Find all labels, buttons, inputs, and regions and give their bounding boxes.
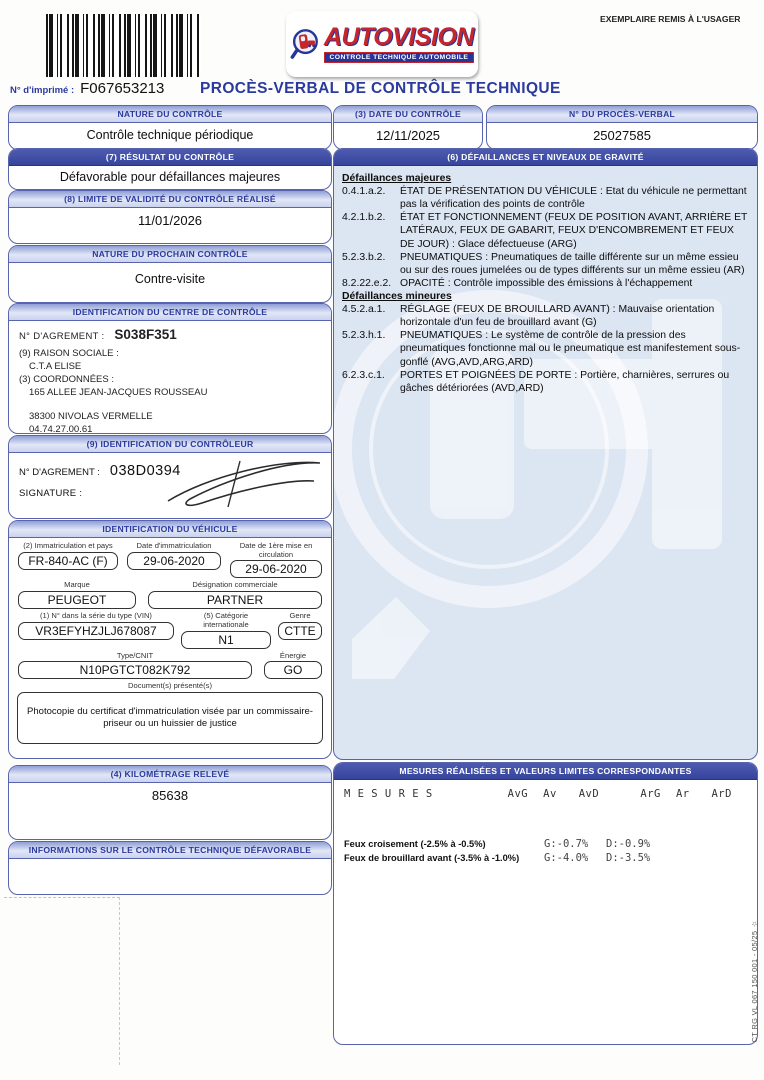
section-prochain-controle bbox=[8, 245, 332, 303]
immat-field: FR-840-AC (F) bbox=[18, 552, 118, 570]
centre-address-spacer bbox=[19, 399, 321, 411]
section-limite-validite bbox=[8, 190, 332, 244]
section-vehicule bbox=[8, 520, 332, 759]
section-header: (8) LIMITE DE VALIDITÉ DU CONTRÔLE RÉALISÉ bbox=[9, 191, 331, 208]
genre-label: Genre bbox=[289, 611, 311, 621]
section-mesures bbox=[333, 762, 758, 1045]
controleur-agrement-value: 038D0394 bbox=[109, 463, 181, 479]
col-ar: Ar bbox=[675, 788, 690, 800]
defaillance-code: 8.2.22.e.2. bbox=[342, 277, 392, 289]
date-immat-label: Date d'immatriculation bbox=[136, 541, 212, 550]
defaillance-text: PNEUMATIQUES : Le système de contrôle de la pression des pneumatiques fonctionne mal ou le pneumatique est manifestement sous-gonflé (AVG,AVD,ARG,ARD) bbox=[400, 330, 741, 368]
defaillances-list bbox=[334, 166, 757, 401]
mesure-gauche: G:-4.0% bbox=[544, 852, 589, 864]
section-header: IDENTIFICATION DU CENTRE DE CONTRÔLE bbox=[9, 304, 331, 321]
mesures-spacer bbox=[344, 800, 747, 836]
immat-label: (2) Immatriculation et pays bbox=[23, 541, 113, 550]
vin-field: VR3EFYHZJLJ678087 bbox=[18, 622, 174, 640]
energie-field: GO bbox=[264, 661, 322, 679]
proces-verbal-value: 25027585 bbox=[593, 128, 651, 143]
limite-validite-value: 11/01/2026 bbox=[137, 213, 203, 228]
signature-label: SIGNATURE : bbox=[19, 488, 83, 499]
mesure-label: Feux croisement bbox=[344, 839, 418, 849]
centre-agrement-label: N° D'AGREMENT : bbox=[19, 331, 105, 342]
controleur-signature bbox=[162, 451, 327, 513]
section-header: NATURE DU PROCHAIN CONTRÔLE bbox=[9, 246, 331, 263]
section-header: INFORMATIONS SUR LE CONTRÔLE TECHNIQUE DÉFAVORABLE bbox=[9, 842, 331, 859]
section-informations-defavorable bbox=[8, 841, 332, 895]
section-centre-controle bbox=[8, 303, 332, 434]
section-header: (9) IDENTIFICATION DU CONTRÔLEUR bbox=[9, 436, 331, 453]
defaillance-item bbox=[342, 329, 749, 368]
mesure-label: Feux de brouillard avant bbox=[344, 853, 452, 863]
defaillance-text: PNEUMATIQUES : Pneumatiques de taille différente sur un même essieu ou sur des roues jumelées ou de types différents sur un même essieu (AR) bbox=[400, 251, 745, 276]
mesure-droite: D:-3.5% bbox=[606, 852, 651, 864]
defaillance-code: 0.4.1.a.2. bbox=[342, 186, 386, 198]
defaillances-mineures-title: Défaillances mineures bbox=[342, 290, 452, 302]
section-kilometrage bbox=[8, 765, 332, 840]
vin-label: (1) N° dans la série du type (VIN) bbox=[40, 611, 152, 621]
defaillance-code: 5.2.3.h.1. bbox=[342, 330, 386, 342]
resultat-value: Défavorable pour défaillances majeures bbox=[59, 170, 281, 184]
section-controleur bbox=[8, 435, 332, 519]
section-header: MESURES RÉALISÉES ET VALEURS LIMITES CORRESPONDANTES bbox=[334, 763, 757, 780]
coordonnees-label: (3) COORDONNÉES : bbox=[19, 373, 115, 385]
date-circulation-label: Date de 1ère mise en circulation bbox=[239, 541, 313, 559]
mesure-limits: (-2.5% à -0.5%) bbox=[420, 839, 486, 849]
section-header: IDENTIFICATION DU VÉHICULE bbox=[9, 521, 331, 538]
type-cnit-label: Type/CNIT bbox=[116, 650, 154, 660]
fold-mark-horizontal bbox=[4, 897, 120, 898]
section-header: (3) DATE DU CONTRÔLE bbox=[334, 106, 482, 123]
page-title: PROCÈS-VERBAL DE CONTRÔLE TECHNIQUE bbox=[200, 80, 561, 97]
marque-label: Marque bbox=[64, 580, 90, 590]
designation-field: PARTNER bbox=[148, 591, 322, 609]
imprint-label: N° d'imprimé : bbox=[10, 85, 75, 96]
defaillance-text: ÉTAT DE PRÉSENTATION DU VÉHICULE : Etat du véhicule ne permettant pas la vérification des points de contrôle bbox=[400, 186, 747, 211]
col-ard: ArD bbox=[711, 788, 732, 800]
genre-field: CTTE bbox=[278, 622, 322, 640]
defaillance-item bbox=[342, 303, 749, 329]
columns-gap bbox=[614, 788, 640, 800]
defaillance-code: 4.2.1.b.2. bbox=[342, 212, 386, 224]
section-proces-verbal bbox=[486, 105, 758, 150]
autovision-logo bbox=[286, 11, 478, 77]
kilometrage-value: 85638 bbox=[151, 788, 189, 803]
mesure-row bbox=[344, 852, 747, 864]
section-nature-controle bbox=[8, 105, 332, 150]
defaillance-item bbox=[342, 251, 749, 277]
fold-mark-vertical bbox=[119, 897, 120, 1065]
section-header: (7) RÉSULTAT DU CONTRÔLE bbox=[9, 149, 331, 166]
logo-tagline: CONTROLE TECHNIQUE AUTOMOBILE bbox=[324, 52, 474, 63]
date-circulation-field: 29-06-2020 bbox=[230, 560, 322, 578]
section-date-controle bbox=[333, 105, 483, 150]
col-avg: AvG bbox=[507, 788, 529, 800]
col-arg: ArG bbox=[640, 788, 661, 800]
section-header: NATURE DU CONTRÔLE bbox=[9, 106, 331, 123]
date-immat-field: 29-06-2020 bbox=[127, 552, 221, 570]
mesure-gauche: G:-0.7% bbox=[544, 838, 589, 850]
defaillance-text: OPACITÉ : Contrôle impossible des émissions à l'échappement bbox=[400, 277, 693, 289]
defaillance-text: ÉTAT ET FONCTIONNEMENT (FEUX DE POSITION AVANT, ARRIÈRE ET LATÉRAUX, FEUX DE GABARIT, FEUX D'ENCOMBREMENT ET FEUX DE JOUR) : Glace défectueuse (ARG) bbox=[400, 212, 748, 250]
section-header: N° DU PROCÈS-VERBAL bbox=[487, 106, 757, 123]
col-avd: AvD bbox=[578, 788, 600, 800]
imprint-value: F067653213 bbox=[80, 80, 165, 97]
defaillance-code: 5.2.3.b.2. bbox=[342, 251, 386, 263]
section-defaillances bbox=[333, 148, 758, 760]
centre-agrement-value: S038F351 bbox=[114, 327, 177, 342]
documents-label: Document(s) présenté(s) bbox=[128, 681, 212, 691]
form-reference: CT RG VL 067 150 001 - 05/25 ☆ bbox=[750, 918, 759, 1042]
marque-field: PEUGEOT bbox=[18, 591, 136, 609]
defaillances-majeures-title: Défaillances majeures bbox=[342, 173, 452, 184]
energie-label: Énergie bbox=[279, 650, 307, 660]
defaillance-item bbox=[342, 369, 749, 395]
type-cnit-field: N10PGTCT082K792 bbox=[18, 661, 252, 679]
defaillance-item bbox=[342, 211, 749, 250]
defaillance-item bbox=[342, 185, 749, 211]
mesures-columns-header bbox=[344, 788, 747, 800]
section-header: (6) DÉFAILLANCES ET NIVEAUX DE GRAVITÉ bbox=[334, 149, 757, 166]
col-av: Av bbox=[543, 788, 557, 800]
prochain-controle-value: Contre-visite bbox=[134, 272, 206, 286]
informations-value bbox=[9, 859, 331, 864]
defaillance-code: 6.2.3.c.1. bbox=[342, 369, 385, 381]
centre-phone: 04.74.27.00.61 bbox=[29, 424, 93, 434]
section-resultat-controle bbox=[8, 148, 332, 190]
categorie-field: N1 bbox=[181, 631, 271, 649]
mesure-limits: (-3.5% à -1.0%) bbox=[454, 853, 520, 863]
documents-field: Photocopie du certificat d'immatriculation visée par un commissaire-priseur ou un huissier de justice bbox=[17, 692, 323, 744]
logo-brand-text: AUTOVISION bbox=[323, 23, 474, 51]
centre-address-line2: 38300 NIVOLAS VERMELLE bbox=[29, 411, 153, 423]
raison-sociale-label: (9) RAISON SOCIALE : bbox=[19, 348, 119, 360]
date-controle-value: 12/11/2025 bbox=[375, 128, 441, 143]
defaillance-text: RÉGLAGE (FEUX DE BROUILLARD AVANT) : Mauvaise orientation horizontale d'un feu de brouillard avant (G) bbox=[400, 304, 715, 329]
nature-controle-value: Contrôle technique périodique bbox=[86, 128, 254, 142]
mesure-row bbox=[344, 838, 747, 850]
designation-label: Désignation commerciale bbox=[192, 580, 278, 590]
centre-address-line1: 165 ALLEE JEAN-JACQUES ROUSSEAU bbox=[29, 386, 208, 398]
mesure-droite: D:-0.9% bbox=[606, 838, 651, 850]
section-header: (4) KILOMÉTRAGE RELEVÉ bbox=[9, 766, 331, 783]
defaillance-code: 4.5.2.a.1. bbox=[342, 304, 386, 316]
imprint-number bbox=[10, 80, 164, 97]
copy-recipient-label: EXEMPLAIRE REMIS À L'USAGER bbox=[600, 14, 741, 24]
controleur-agrement-label: N° D'AGREMENT : bbox=[19, 467, 100, 478]
barcode bbox=[46, 14, 201, 77]
defaillance-item bbox=[342, 277, 749, 290]
mesures-table-title: M E S U R E S bbox=[344, 788, 433, 800]
raison-sociale-value: C.T.A ELISE bbox=[29, 361, 82, 373]
magnifier-car-icon bbox=[290, 16, 321, 72]
defaillance-text: PORTES ET POIGNÉES DE PORTE : Portière, charnières, serrures ou gâches détériorées (AVD,ARD) bbox=[400, 369, 730, 394]
categorie-label: (5) Catégorie internationale bbox=[203, 611, 249, 629]
